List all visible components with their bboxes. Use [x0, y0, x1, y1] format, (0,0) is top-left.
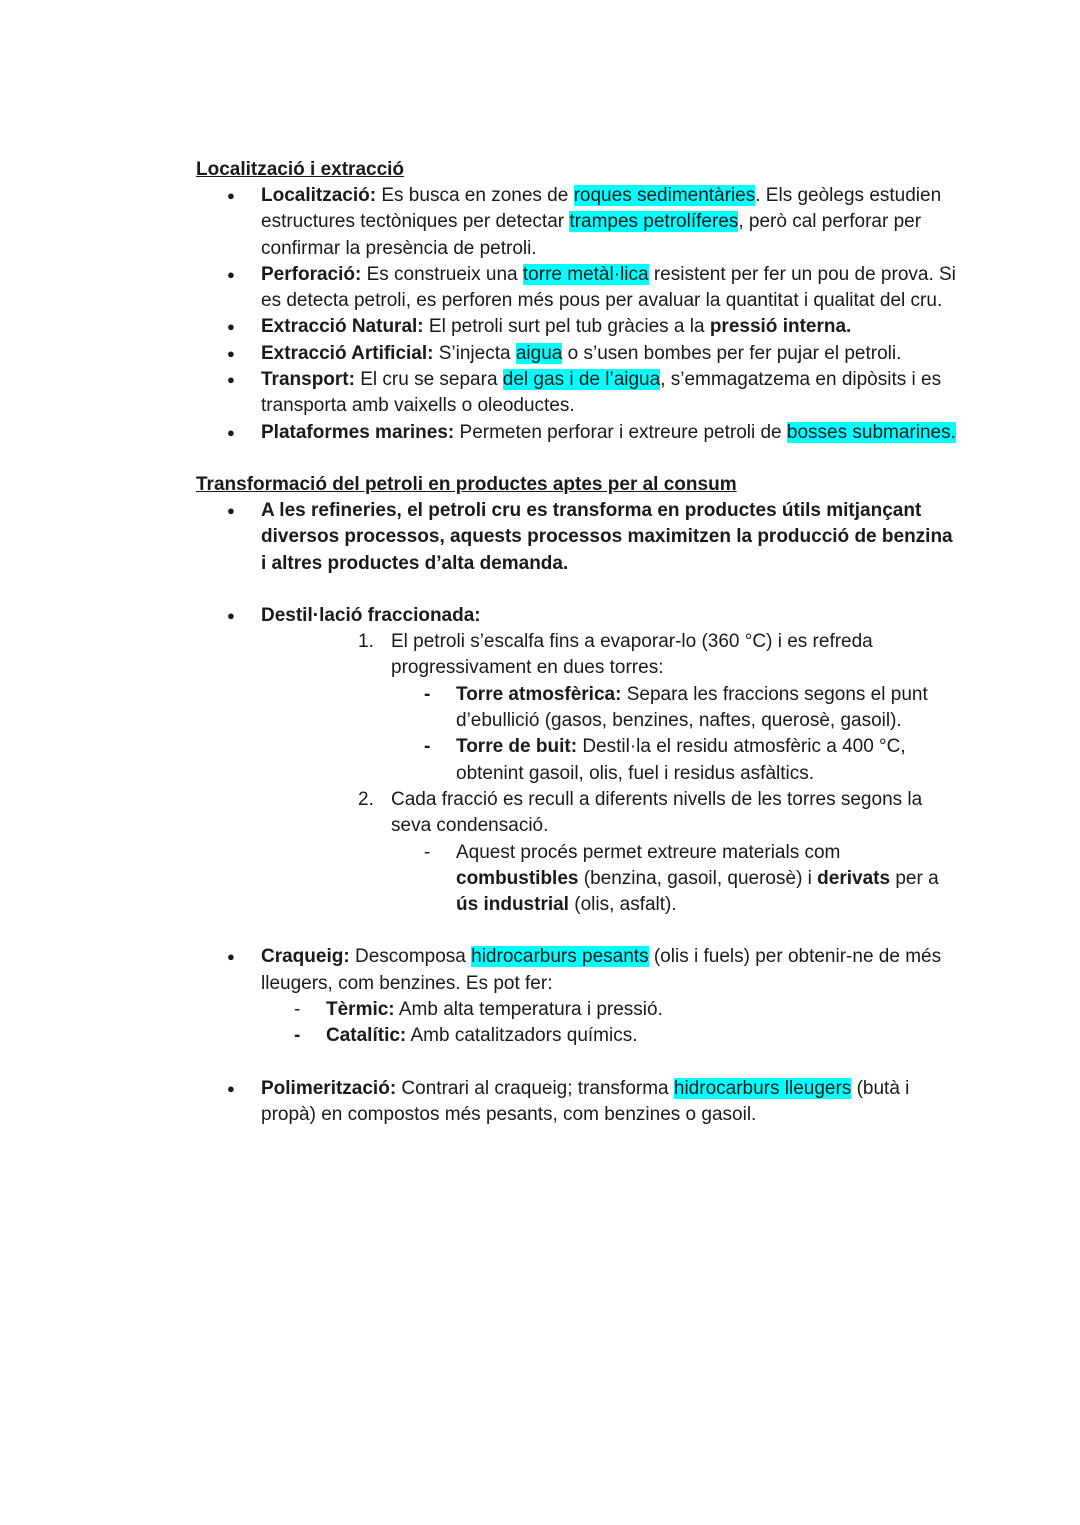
highlight: bosses submarines. — [786, 421, 956, 443]
process-list-polimer — [196, 1076, 956, 1129]
tower-list — [261, 682, 956, 787]
process-list-destil — [196, 603, 956, 919]
process-note: - Aquest procés permet extreure materials com combustibles (benzina, gasoil, querosè) i derivats per a ús industrial (olis, asfalt). — [424, 841, 939, 916]
list-item-extraccio-artificial: ● Extracció Artificial: S’injecta aigua o s’usen bombes per fer pujar el petroli. — [196, 341, 956, 367]
list-item-craqueig: ● Craqueig: Descomposa hidrocarburs pesants (olis i fuels) per obtenir-ne de més lleugers, com benzines. Es pot fer: - Tèrmic: Amb alta temperatura i pressió. - Catalític: Amb catalitzadors químics. — [196, 944, 956, 1049]
list-item-plataformes: ● Plataformes marines: Permeten perforar i extreure petroli de bosses submarines. — [196, 420, 956, 446]
list-item-transport: ● Transport: El cru se separa del gas i de l’aigua, s’emmagatzema en dipòsits i es transporta amb vaixells o oleoductes. — [196, 367, 956, 420]
highlight: roques sedimentàries — [573, 185, 756, 206]
highlight: del gas i de l’aigua — [502, 369, 661, 391]
list-item-extraccio-natural: ● Extracció Natural: El petroli surt pel tub gràcies a la pressió interna. — [196, 314, 956, 340]
list-item-polimeritzacio: ● Polimerització: Contrari al craqueig; transforma hidrocarburs lleugers (butà i propà) en compostos més pesants, com benzines o gasoil. — [196, 1076, 956, 1129]
craqueig-catalitic: - Catalític: Amb catalitzadors químics. — [294, 1025, 638, 1047]
process-list-craqueig — [196, 944, 956, 1049]
list-item-destillacio: ● Destil·lació fraccionada: 1. El petroli s’escalfa fins a evaporar-lo (360 °C) i es refreda progressivament en dues torres: - Torre atmosfèrica: Separa les fraccions segons el punt d’ebullició (gasos, benzines, naftes, querosè, gasoil). - Torre de buit: Destil·la el residu atmosfèric a 400 °C, obtenint gasoil, olis, fuel i residus asfàltics. 2. Cada fracció es recull a diferents nivells de les torres segons la seva condensació. - Aquest procés permet extreure materials com combustibles (benzina, gasoil, querosè) i derivats per a ús industrial (olis, asfalt). — [196, 603, 956, 919]
destil-step-1: 1. El petroli s’escalfa fins a evaporar-lo (360 °C) i es refreda progressivament en dues torres: - Torre atmosfèrica: Separa les fraccions segons el punt d’ebullició (gasos, benzines, naftes, querosè, gasoil). - Torre de buit: Destil·la el residu atmosfèric a 400 °C, obtenint gasoil, olis, fuel i residus asfàltics. — [261, 629, 956, 787]
section-heading-localitzacio: Localització i extracció — [196, 159, 405, 180]
destil-steps — [261, 629, 956, 918]
highlight: hidrocarburs lleugers — [673, 1077, 852, 1099]
highlight: aigua — [515, 342, 563, 364]
highlight: trampes petrolíferes — [569, 211, 739, 233]
document-page — [196, 157, 956, 1128]
list-item-perforacio: ● Perforació: Es construeix una torre metàl·lica resistent per fer un pou de prova. Si es detecta petroli, es perforen més pous per avaluar la quantitat i qualitat del cru. — [196, 262, 956, 315]
destil-step-2: 2. Cada fracció es recull a diferents nivells de les torres segons la seva condensació. - Aquest procés permet extreure materials com combustibles (benzina, gasoil, querosè) i derivats per a ús industrial (olis, asfalt). — [261, 787, 956, 918]
highlight: torre metàl·lica — [522, 263, 649, 285]
tower-buit: - Torre de buit: Destil·la el residu atmosfèric a 400 °C, obtenint gasoil, olis, fuel i residus asfàltics. — [424, 736, 906, 784]
list-item-refineries: ● A les refineries, el petroli cru es transforma en productes útils mitjançant diversos processos, aquests processos maximitzen la producció de benzina i altres productes d’alta demanda. — [196, 498, 956, 577]
tower-atmosferica: - Torre atmosfèrica: Separa les fraccions segons el punt d’ebullició (gasos, benzines, naftes, querosè, gasoil). — [424, 683, 928, 732]
craqueig-termic: - Tèrmic: Amb alta temperatura i pressió. — [294, 999, 663, 1021]
extraction-list — [196, 183, 956, 446]
section-heading-transformacio: Transformació del petroli en productes aptes per al consum — [196, 473, 737, 495]
highlight: hidrocarburs pesants — [471, 946, 649, 968]
transformation-list — [196, 498, 956, 577]
list-item-localitzacio: ● Localització: Es busca en zones de roques sedimentàries. Els geòlegs estudien estructures tectòniques per detectar trampes petrolíferes, però cal perforar per confirmar la presència de petroli. — [196, 183, 956, 262]
process-note-list — [261, 840, 956, 919]
craqueig-types — [196, 997, 956, 1050]
